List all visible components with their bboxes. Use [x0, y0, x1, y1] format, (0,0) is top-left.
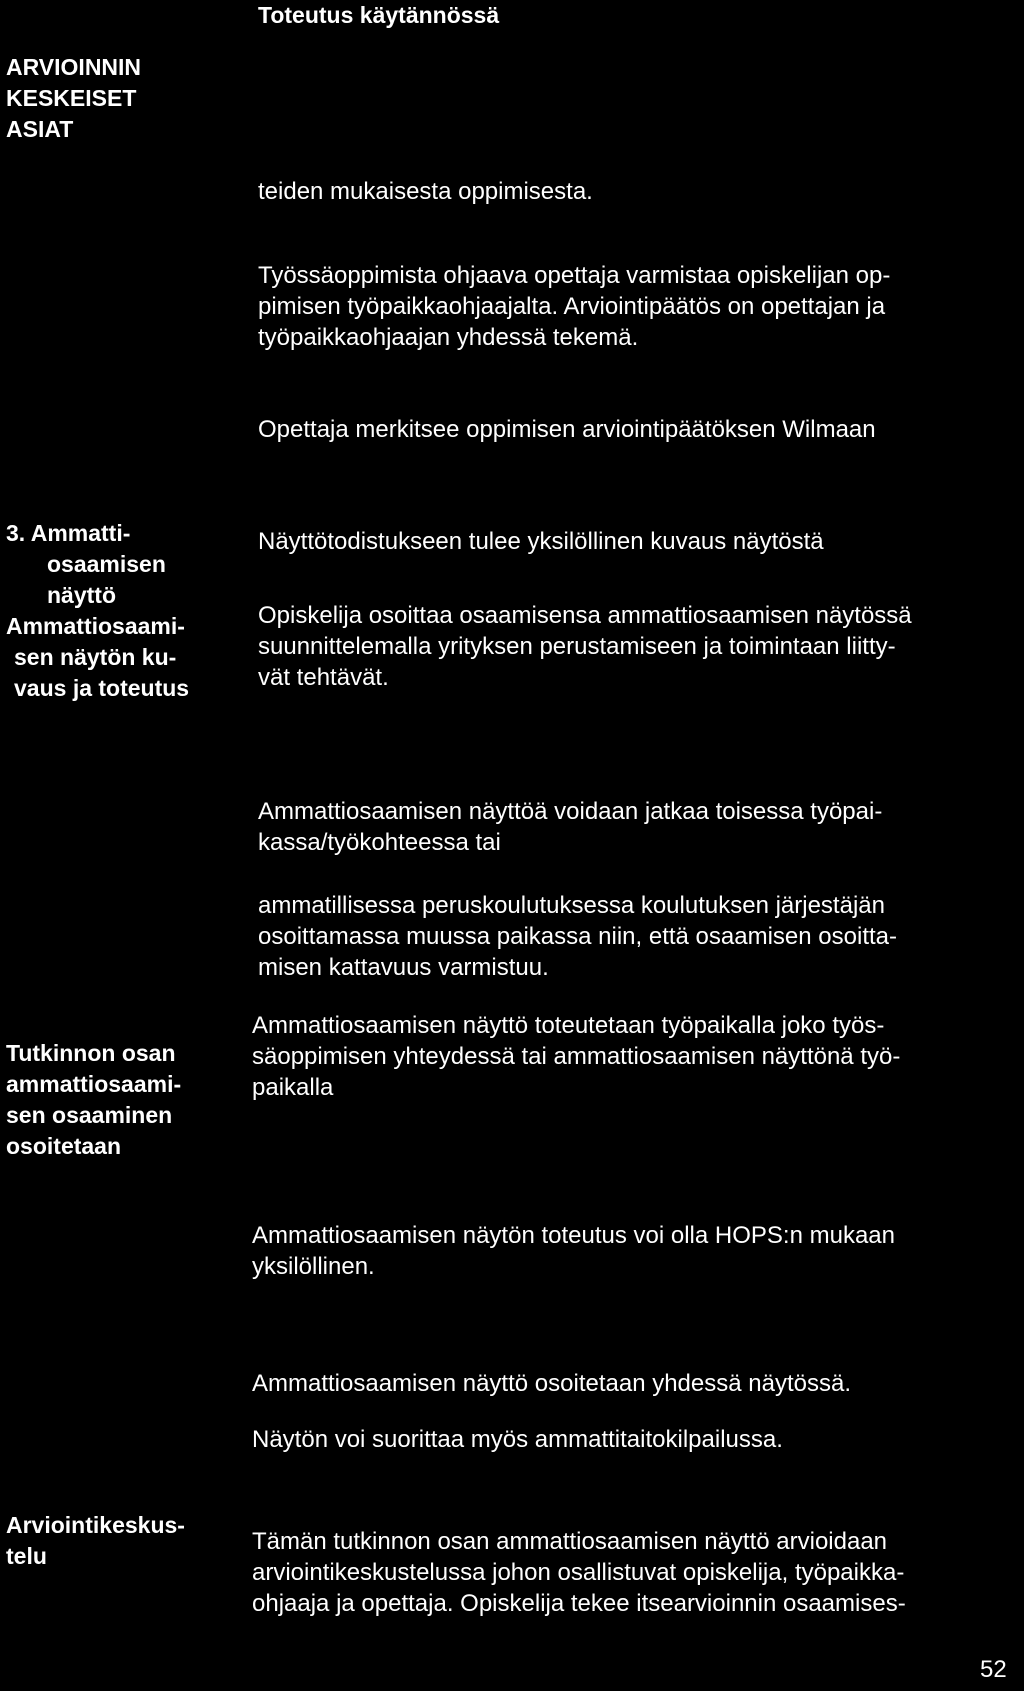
text-line: Työssäoppimista ohjaava opettaja varmistaa opiskelijan op-: [258, 262, 891, 289]
text-line: paikalla: [252, 1074, 334, 1101]
text-line: Ammattiosaamisen näyttö toteutetaan työpaikalla joko työs-: [252, 1012, 885, 1039]
text-line: Näytön voi suorittaa myös ammattitaitokilpailussa.: [252, 1426, 783, 1453]
text-line: vät tehtävät.: [258, 664, 389, 691]
text-line: Opiskelija osoittaa osaamisensa ammattiosaamisen näytössä: [258, 602, 912, 629]
assessment-label-line: ARVIOINNIN: [6, 54, 142, 80]
assessment-label: [6, 52, 141, 145]
text-line: yksilöllinen.: [252, 1253, 375, 1280]
label-line: 3. Ammatti-: [6, 520, 131, 546]
paragraph: [258, 414, 876, 445]
text-line: Tämän tutkinnon osan ammattiosaamisen näyttö arvioidaan: [252, 1528, 888, 1555]
text-line: arviointikeskustelussa johon osallistuvat opiskelija, työpaikka-: [252, 1559, 905, 1586]
assessment-label-line: ASIAT: [6, 116, 74, 142]
paragraph: [258, 526, 824, 557]
section-label: [6, 518, 189, 704]
text-line: osoittamassa muussa paikassa niin, että osaamisen osoitta-: [258, 923, 897, 950]
paragraph: [258, 796, 882, 858]
label-line: Tutkinnon osan: [6, 1040, 176, 1066]
label-line: vaus ja toteutus: [14, 675, 190, 701]
paragraph: [252, 1368, 851, 1399]
paragraph: [252, 1424, 783, 1455]
paragraph: [258, 176, 593, 207]
text-line: Näyttötodistukseen tulee yksilöllinen kuvaus näytöstä: [258, 528, 824, 555]
text-line: ohjaaja ja opettaja. Opiskelija tekee itsearvioinnin osaamises-: [252, 1590, 906, 1617]
label-line: Arviointikeskus-: [6, 1512, 185, 1538]
label-line: osaamisen: [47, 551, 166, 577]
assessment-label-line: KESKEISET: [6, 85, 137, 111]
text-line: teiden mukaisesta oppimisesta.: [258, 178, 593, 205]
text-line: kassa/työkohteessa tai: [258, 829, 501, 856]
section-label: [6, 1038, 181, 1162]
paragraph: [252, 1526, 906, 1619]
text-line: Ammattiosaamisen näyttöä voidaan jatkaa toisessa työpai-: [258, 798, 883, 825]
label-line: Ammattiosaami-: [6, 613, 185, 639]
label-line: näyttö: [47, 582, 116, 608]
label-line: ammattiosaami-: [6, 1071, 182, 1097]
text-line: säoppimisen yhteydessä tai ammattiosaamisen näyttönä työ-: [252, 1043, 901, 1070]
text-line: ammatillisessa peruskoulutuksessa koulutuksen järjestäjän: [258, 892, 885, 919]
paragraph: [252, 1010, 900, 1103]
text-line: Ammattiosaamisen näytön toteutus voi olla HOPS:n mukaan: [252, 1222, 895, 1249]
text-line: Ammattiosaamisen näyttö osoitetaan yhdessä näytössä.: [252, 1370, 851, 1397]
paragraph: [258, 260, 890, 353]
text-line: suunnittelemalla yrityksen perustamiseen ja toimintaan liitty-: [258, 633, 896, 660]
page-number: 52: [980, 1656, 1007, 1683]
paragraph: [252, 1220, 895, 1282]
paragraph: [258, 600, 912, 693]
paragraph: [258, 890, 897, 983]
label-line: sen osaaminen: [6, 1102, 173, 1128]
label-line: osoitetaan: [6, 1133, 122, 1159]
text-line: misen kattavuus varmistuu.: [258, 954, 549, 981]
column-title: Toteutus käytännössä: [258, 2, 500, 28]
section-label: [6, 1510, 185, 1572]
text-line: pimisen työpaikkaohjaajalta. Arviointipäätös on opettajan ja: [258, 293, 886, 320]
label-line: telu: [6, 1543, 47, 1569]
label-line: sen näytön ku-: [14, 644, 177, 670]
text-line: työpaikkaohjaajan yhdessä tekemä.: [258, 324, 639, 351]
text-line: Opettaja merkitsee oppimisen arviointipäätöksen Wilmaan: [258, 416, 876, 443]
